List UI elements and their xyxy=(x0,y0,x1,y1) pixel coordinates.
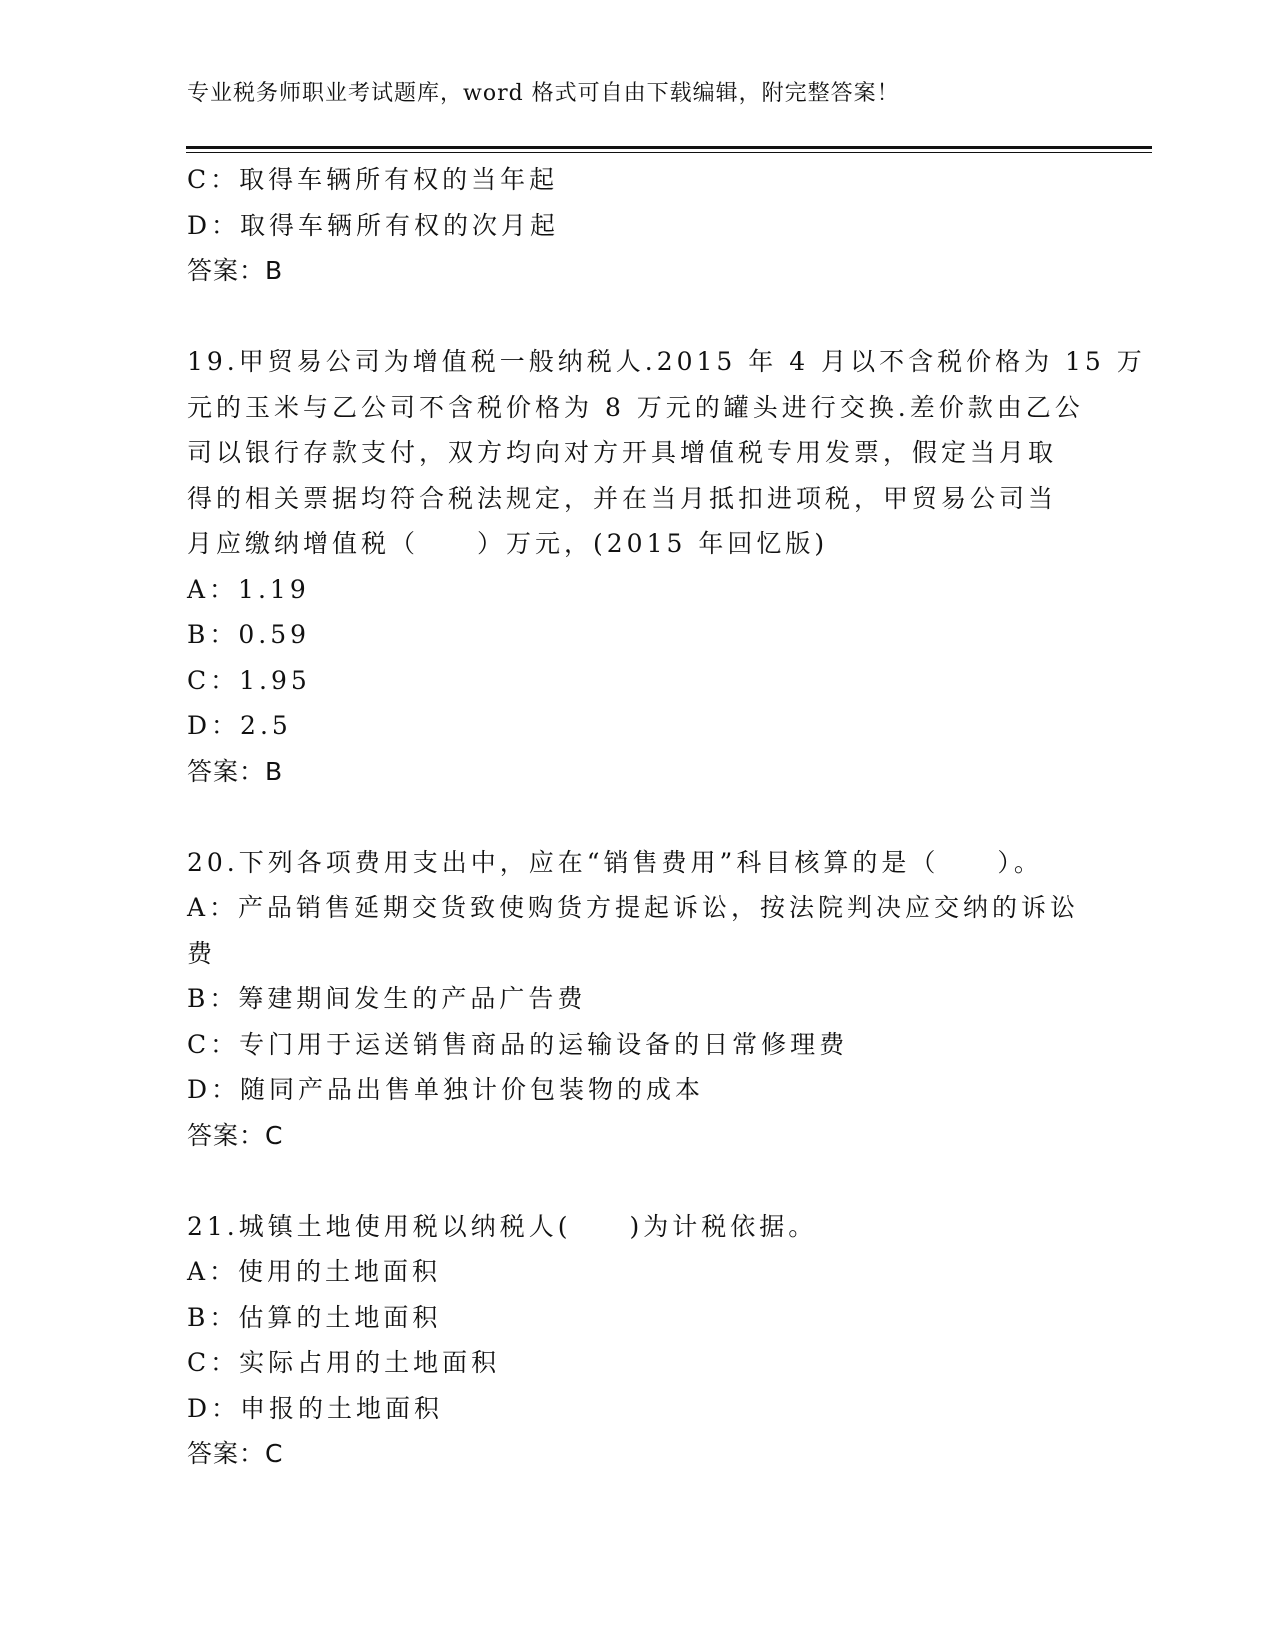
option-d: D：2.5 xyxy=(187,711,292,740)
question-21 xyxy=(187,1204,1077,1477)
answer-line: 答案：C xyxy=(187,1120,284,1150)
header-rule-thick xyxy=(186,146,1152,149)
question-18-tail xyxy=(187,157,1077,294)
option-a-continued: 费 xyxy=(187,938,217,968)
answer-line: 答案：B xyxy=(187,256,284,285)
option-c: C：实际占用的土地面积 xyxy=(187,1348,501,1377)
spacer xyxy=(187,294,1077,340)
option-b: B：筹建期间发生的产品广告费 xyxy=(187,984,587,1013)
option-d: D：取得车辆所有权的次月起 xyxy=(187,210,560,240)
spacer xyxy=(187,1158,1077,1204)
answer-line: 答案：B xyxy=(187,756,284,786)
question-stem-line: 19.甲贸易公司为增值税一般纳税人.2015 年 4 月以不含税价格为 15 万 xyxy=(187,347,1146,376)
option-c: C：1.95 xyxy=(187,665,311,695)
question-19 xyxy=(187,339,1146,794)
question-stem-line: 司以银行存款支付，双方均向对方开具增值税专用发票，假定当月取 xyxy=(187,438,1058,467)
option-b: B：估算的土地面积 xyxy=(187,1302,442,1332)
question-20 xyxy=(187,840,1080,1159)
option-c: C：专门用于运送销售商品的运输设备的日常修理费 xyxy=(187,1029,849,1059)
option-a: A：使用的土地面积 xyxy=(187,1257,442,1286)
option-b: B：0.59 xyxy=(187,620,311,649)
header-rule-thin xyxy=(186,152,1152,153)
page-header: 专业税务师职业考试题库，word 格式可自由下载编辑，附完整答案！ xyxy=(187,81,900,106)
option-d: D：随同产品出售单独计价包装物的成本 xyxy=(187,1075,705,1104)
option-a: A：1.19 xyxy=(187,574,310,604)
question-stem: 20.下列各项费用支出中，应在“销售费用”科目核算的是（ ）。 xyxy=(187,847,1043,877)
document-body xyxy=(187,157,1146,1477)
answer-line: 答案：C xyxy=(187,1439,284,1468)
option-c: C：取得车辆所有权的当年起 xyxy=(187,165,559,194)
question-stem-line: 得的相关票据均符合税法规定，并在当月抵扣进项税，甲贸易公司当 xyxy=(187,483,1058,513)
question-stem-line: 月应缴纳增值税（ ）万元，(2015 年回忆版) xyxy=(187,529,829,558)
option-a: A：产品销售延期交货致使购货方提起诉讼，按法院判决应交纳的诉讼 xyxy=(187,893,1080,922)
spacer xyxy=(187,794,1077,840)
question-stem-line: 元的玉米与乙公司不含税价格为 8 万元的罐头进行交换.差价款由乙公 xyxy=(187,392,1084,422)
question-stem: 21.城镇土地使用税以纳税人( )为计税依据。 xyxy=(187,1211,818,1241)
option-d: D：申报的土地面积 xyxy=(187,1393,444,1423)
